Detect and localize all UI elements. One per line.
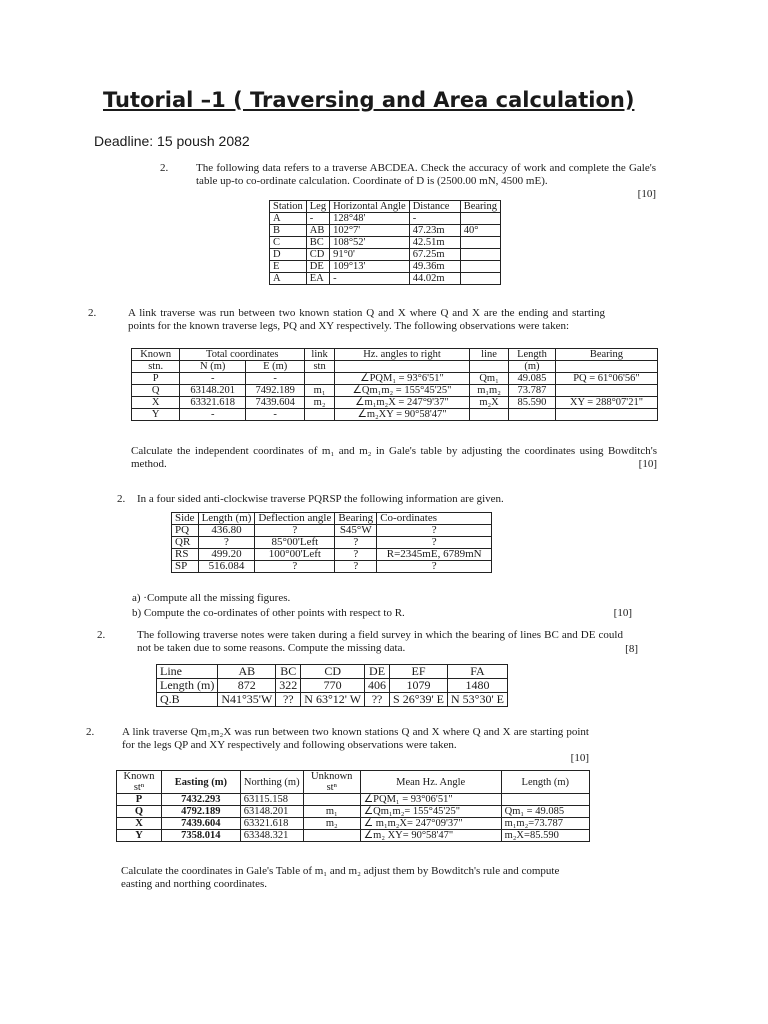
column-header: Horizontal Angle [330, 201, 410, 213]
table-cell: CD [301, 665, 365, 679]
question-4 [97, 629, 638, 655]
table-cell: N 53°30' E [448, 693, 508, 707]
table-cell [501, 794, 589, 806]
question-3-parts [132, 592, 632, 620]
column-header: Length (m) [501, 771, 589, 794]
table-cell: ? [377, 525, 492, 537]
marks: [8] [625, 643, 638, 655]
table-cell: - [180, 409, 246, 421]
table-cell: 1480 [448, 679, 508, 693]
table-cell: ∠ m₁m₂X= 247°09'37" [360, 818, 501, 830]
table-cell: ?? [276, 693, 301, 707]
table-cell: N41°35'W [218, 693, 276, 707]
table-cell: B [270, 225, 307, 237]
table-row [270, 273, 501, 285]
table-cell: EF [390, 665, 448, 679]
table-cell: 42.51m [409, 237, 460, 249]
table-cell [305, 409, 335, 421]
table-cell: ∠PQM₁ = 93°6'51" [334, 373, 469, 385]
table-cell: m₂X=85.590 [501, 830, 589, 842]
table-header-row [172, 513, 492, 525]
table-cell: 108°52' [330, 237, 410, 249]
q2-table [131, 348, 658, 421]
table-cell: DE [365, 665, 390, 679]
table-cell: DE [306, 261, 329, 273]
q3-table [171, 512, 492, 573]
table-cell: C [270, 237, 307, 249]
column-header: Side [172, 513, 199, 525]
marks: [10] [637, 188, 656, 200]
question-footer: Calculate the independent coordinates of m₁ and m₂ in Gale's table by adjusting the coordinates using Bowditch's method. [131, 445, 657, 470]
table-cell: D [270, 249, 307, 261]
table-row [132, 397, 658, 409]
table-cell: ∠Qm₁m₂= 155°45'25" [360, 806, 501, 818]
table-cell: ? [377, 537, 492, 549]
question-text: The following traverse notes were taken during a field survey in which the bearing of lines BC and DE could not be taken due to some reasons. Compute the missing data. [137, 629, 623, 654]
table-cell: ∠m₁m₂X = 247°9'37" [334, 397, 469, 409]
table-cell: Q [132, 385, 180, 397]
question-number: 2. [88, 307, 97, 319]
table-cell: 7432.293 [162, 794, 241, 806]
table-cell: 49.36m [409, 261, 460, 273]
table-cell: Q.B [157, 693, 218, 707]
table-row [172, 525, 492, 537]
table-cell: 436.80 [198, 525, 255, 537]
table-cell: Qm₁ [470, 373, 509, 385]
table-cell: Y [132, 409, 180, 421]
table-cell: 73.787 [509, 385, 556, 397]
table-cell: ? [198, 537, 255, 549]
question-number: 2. [86, 726, 95, 738]
table-cell: SP [172, 561, 199, 573]
table-cell: 109°13' [330, 261, 410, 273]
table-cell: m₂ [303, 818, 360, 830]
table-cell: ? [255, 525, 335, 537]
table-cell: PQ = 61°06'56" [555, 373, 657, 385]
table-cell: A [270, 213, 307, 225]
table-cell: 85°00'Left [255, 537, 335, 549]
table-cell [509, 409, 556, 421]
question-text: The following data refers to a traverse ABCDEA. Check the accuracy of work and complete the Gale's table up-to co-ordinate calculation. Coordinate of D is (2500.00 mN, 4500 mE). [196, 162, 656, 187]
table-row [157, 693, 508, 707]
table-cell: ∠m₂ XY= 90°58'47" [360, 830, 501, 842]
table-cell: 63148.201 [240, 806, 303, 818]
column-header: Deflection angle [255, 513, 335, 525]
table-cell: 322 [276, 679, 301, 693]
table-cell: 49.085 [509, 373, 556, 385]
table-cell: ? [335, 537, 377, 549]
table-row [132, 409, 658, 421]
table-cell: QR [172, 537, 199, 549]
table-cell [303, 830, 360, 842]
table-cell: 67.25m [409, 249, 460, 261]
table-cell: P [117, 794, 162, 806]
table-header-row [117, 771, 590, 794]
table-cell [460, 213, 500, 225]
column-header: Known [132, 349, 180, 361]
table-cell: m₁m₂ [470, 385, 509, 397]
column-header: Total coordinates [180, 349, 305, 361]
table-cell: 872 [218, 679, 276, 693]
column-header: Bearing [335, 513, 377, 525]
table-cell: 7492.189 [246, 385, 305, 397]
table-cell: - [306, 213, 329, 225]
page-title: Tutorial –1 ( Traversing and Area calculation) [103, 88, 635, 112]
table-cell [460, 237, 500, 249]
table-row [270, 249, 501, 261]
column-header: Known stⁿ [117, 771, 162, 794]
column-header: Unknown stⁿ [303, 771, 360, 794]
table-cell: 770 [301, 679, 365, 693]
table-cell: m₁m₂=73.787 [501, 818, 589, 830]
table-row [172, 549, 492, 561]
table-cell: FA [448, 665, 508, 679]
table-cell: 63321.618 [180, 397, 246, 409]
column-header: link [305, 349, 335, 361]
table-cell: ∠m₂XY = 90°58'47" [334, 409, 469, 421]
question-3 [117, 493, 627, 506]
q1-table [269, 200, 501, 285]
table-cell: 406 [365, 679, 390, 693]
table-cell: 7439.604 [246, 397, 305, 409]
table-row [270, 225, 501, 237]
question-5-footer [121, 865, 591, 891]
table-cell: 44.02m [409, 273, 460, 285]
question-text: A link traverse Qm₁m₂X was run between two known stations Q and X where Q and X are starting point for the legs QP and XY respectively and following observations were taken. [122, 726, 589, 751]
q4-table [156, 664, 508, 707]
table-cell: m₁ [305, 385, 335, 397]
table-cell: BC [306, 237, 329, 249]
column-header: Leg [306, 201, 329, 213]
table-cell: S45°W [335, 525, 377, 537]
table-cell: 40° [460, 225, 500, 237]
table-cell: 91°0' [330, 249, 410, 261]
table-cell [305, 373, 335, 385]
table-cell: ? [335, 561, 377, 573]
marks: [10] [613, 607, 632, 619]
table-row [172, 537, 492, 549]
column-header: Station [270, 201, 307, 213]
table-cell: 102°7' [330, 225, 410, 237]
table-cell: AB [218, 665, 276, 679]
table-cell [303, 794, 360, 806]
part-b: b) Compute the co-ordinates of other points with respect to R. [132, 607, 405, 619]
column-header: line [470, 349, 509, 361]
table-cell: 4792.189 [162, 806, 241, 818]
table-cell: 85.590 [509, 397, 556, 409]
table-cell: 128°48' [330, 213, 410, 225]
table-cell: ? [335, 549, 377, 561]
table-cell: P [132, 373, 180, 385]
table-cell: Y [117, 830, 162, 842]
table-row [117, 794, 590, 806]
column-header: Mean Hz. Angle [360, 771, 501, 794]
table-cell: Line [157, 665, 218, 679]
column-header: Bearing [460, 201, 500, 213]
table-row [132, 373, 658, 385]
table-header-row [270, 201, 501, 213]
question-number: 2. [160, 162, 169, 174]
question-1 [160, 162, 656, 200]
sub-header: E (m) [246, 361, 305, 373]
q5-table [116, 770, 590, 842]
question-text: In a four sided anti-clockwise traverse PQRSP the following information are given. [137, 493, 504, 505]
table-cell: X [132, 397, 180, 409]
table-cell: 499.20 [198, 549, 255, 561]
table-cell: - [409, 213, 460, 225]
table-cell: 63148.201 [180, 385, 246, 397]
marks: [10] [638, 458, 657, 470]
table-cell [460, 249, 500, 261]
column-header: Bearing [555, 349, 657, 361]
table-cell: RS [172, 549, 199, 561]
part-a: a) ·Compute all the missing figures. [132, 592, 291, 604]
table-cell: ? [255, 561, 335, 573]
question-number: 2. [97, 629, 106, 641]
question-2-footer [131, 445, 657, 471]
table-cell: - [330, 273, 410, 285]
table-row [117, 830, 590, 842]
column-header: Northing (m) [240, 771, 303, 794]
table-cell: 100°00'Left [255, 549, 335, 561]
table-cell: 1079 [390, 679, 448, 693]
table-cell: 516.084 [198, 561, 255, 573]
table-cell: XY = 288°07'21" [555, 397, 657, 409]
table-cell: AB [306, 225, 329, 237]
table-cell: Qm₁ = 49.085 [501, 806, 589, 818]
table-cell [555, 385, 657, 397]
table-cell: X [117, 818, 162, 830]
table-cell: 63115.158 [240, 794, 303, 806]
column-header: Co-ordinates [377, 513, 492, 525]
table-cell: 47.23m [409, 225, 460, 237]
table-row [132, 385, 658, 397]
table-cell: A [270, 273, 307, 285]
table-header-row [132, 349, 658, 361]
table-cell: ∠PQM₁ = 93°06'51" [360, 794, 501, 806]
table-cell [470, 409, 509, 421]
question-5 [86, 726, 589, 764]
table-row [270, 237, 501, 249]
table-subheader-row [132, 361, 658, 373]
table-cell: - [180, 373, 246, 385]
sub-header: N (m) [180, 361, 246, 373]
column-header: Distance [409, 201, 460, 213]
table-cell: 7439.604 [162, 818, 241, 830]
table-cell: E [270, 261, 307, 273]
table-cell: 63321.618 [240, 818, 303, 830]
table-cell: N 63°12' W [301, 693, 365, 707]
table-cell: BC [276, 665, 301, 679]
column-header: Length (m) [198, 513, 255, 525]
table-row [117, 818, 590, 830]
question-footer: Calculate the coordinates in Gale's Table of m₁ and m₂ adjust them by Bowditch's rule and compute easting and northing coordinates. [121, 865, 560, 890]
table-cell: ?? [365, 693, 390, 707]
deadline: Deadline: 15 poush 2082 [94, 133, 250, 149]
question-text: A link traverse was run between two known station Q and X where Q and X are the ending and starting points for the known traverse legs, PQ and XY respectively. The following observations were taken: [128, 307, 605, 332]
table-row [172, 561, 492, 573]
table-cell: CD [306, 249, 329, 261]
column-header: Hz. angles to right [334, 349, 469, 361]
table-cell: 7358.014 [162, 830, 241, 842]
table-cell: - [246, 409, 305, 421]
table-cell: m₁ [303, 806, 360, 818]
table-cell [555, 409, 657, 421]
sub-header: stn [305, 361, 335, 373]
table-cell: ? [377, 561, 492, 573]
table-cell: ∠Qm₁m₂ = 155°45'25" [334, 385, 469, 397]
question-number: 2. [117, 493, 126, 505]
table-cell [460, 273, 500, 285]
table-cell: 63348.321 [240, 830, 303, 842]
question-2 [88, 307, 605, 333]
marks: [10] [570, 752, 589, 764]
table-cell: m₂X [470, 397, 509, 409]
table-cell: R=2345mE, 6789mN [377, 549, 492, 561]
column-header: Length [509, 349, 556, 361]
table-row [157, 679, 508, 693]
column-header: Easting (m) [162, 771, 241, 794]
table-row [270, 213, 501, 225]
sub-header: stn. [132, 361, 180, 373]
table-row [157, 665, 508, 679]
table-cell: PQ [172, 525, 199, 537]
table-cell: Length (m) [157, 679, 218, 693]
table-cell: - [246, 373, 305, 385]
sub-header: (m) [509, 361, 556, 373]
table-cell: Q [117, 806, 162, 818]
table-cell [460, 261, 500, 273]
table-row [117, 806, 590, 818]
table-cell: S 26°39' E [390, 693, 448, 707]
table-cell: EA [306, 273, 329, 285]
table-cell: m₂ [305, 397, 335, 409]
table-row [270, 261, 501, 273]
